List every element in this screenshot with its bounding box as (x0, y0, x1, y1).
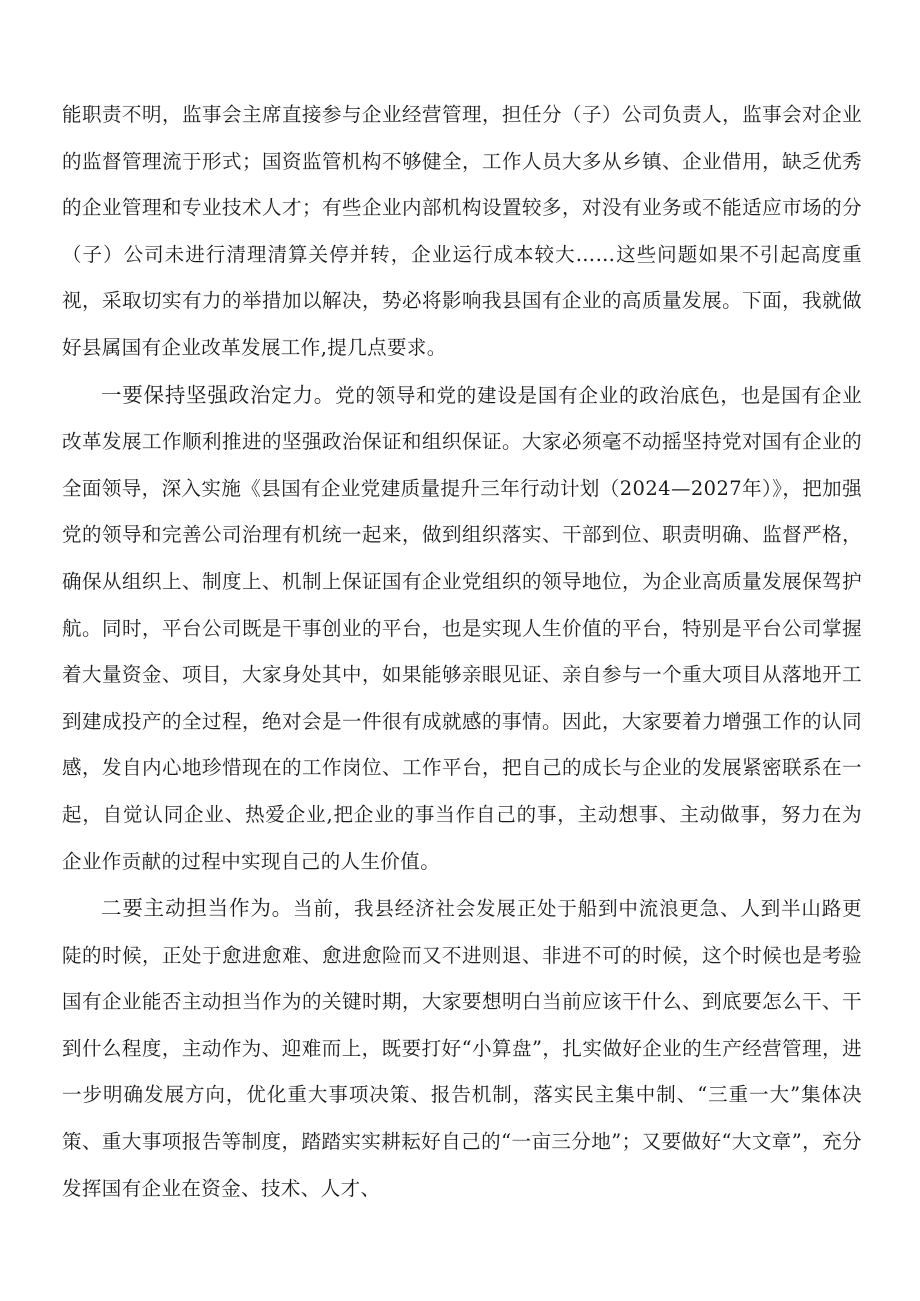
paragraph-text: 党的领导和党的建设是国有企业的政治底色，也是国有企业改革发展工作顺利推进的坚强政治保证和组织保证。大家必须毫不动摇坚持党对国有企业的全面领导，深入实施《县国有企业党建质量提升三年行动计划（2024—2027年）》，把加强党的领导和完善公司治理有机统一起来，做到组织落实、干部到位、职责明确、监督严格，确保从组织上、制度上、机制上保证国有企业党组织的领导地位，为企业高质量发展保驾护航。同时，平台公司既是干事创业的平台，也是实现人生价值的平台，特别是平台公司掌握着大量资金、项目，大家身处其中，如果能够亲眼见证、亲自参与一个重大项目从落地开工到建成投产的全过程，绝对会是一件很有成就感的事情。因此，大家要着力增强工作的认同感，发自内心地珍惜现在的工作岗位、工作平台，把自己的成长与企业的发展紧密联系在一起，自觉认同企业、热爱企业,把企业的事当作自己的事，主动想事、主动做事，努力在为企业作贡献的过程中实现自己的人生价值。 (62, 383, 862, 873)
paragraph-lead-heading: 二要主动担当作为。 (101, 896, 294, 921)
paragraph-text: 当前，我县经济社会发展正处于船到中流浪更急、人到半山路更陡的时候，正处于愈进愈难、愈进愈险而又不进则退、非进不可的时候，这个时候也是考验国有企业能否主动担当作为的关键时期，大家要想明白当前应该干什么、到底要怎么干、干到什么程度，主动作为、迎难而上，既要打好“小算盘”，扎实做好企业的生产经营管理，进一步明确发展方向，优化重大事项决策、报告机制，落实民主集中制、“三重一大”集体决策、重大事项报告等制度，踏踏实实耕耘好自己的“一亩三分地”；又要做好“大文章”，充分发挥国有企业在资金、技术、人才、 (62, 897, 862, 1200)
paragraph-continuation (62, 92, 862, 372)
paragraph-lead-heading: 一要保持坚强政治定力。 (101, 382, 336, 407)
paragraph-requirement-two (62, 885, 862, 1212)
paragraph-requirement-one (62, 372, 862, 886)
paragraph-text: 能职责不明，监事会主席直接参与企业经营管理，担任分（子）公司负责人，监事会对企业的监督管理流于形式；国资监管机构不够健全，工作人员大多从乡镇、企业借用，缺乏优秀的企业管理和专业技术人才；有些企业内部机构设置较多，对没有业务或不能适应市场的分（子）公司未进行清理清算关停并转，企业运行成本较大……这些问题如果不引起高度重视，采取切实有力的举措加以解决，势必将影响我县国有企业的高质量发展。下面，我就做好县属国有企业改革发展工作,提几点要求。 (62, 103, 862, 359)
